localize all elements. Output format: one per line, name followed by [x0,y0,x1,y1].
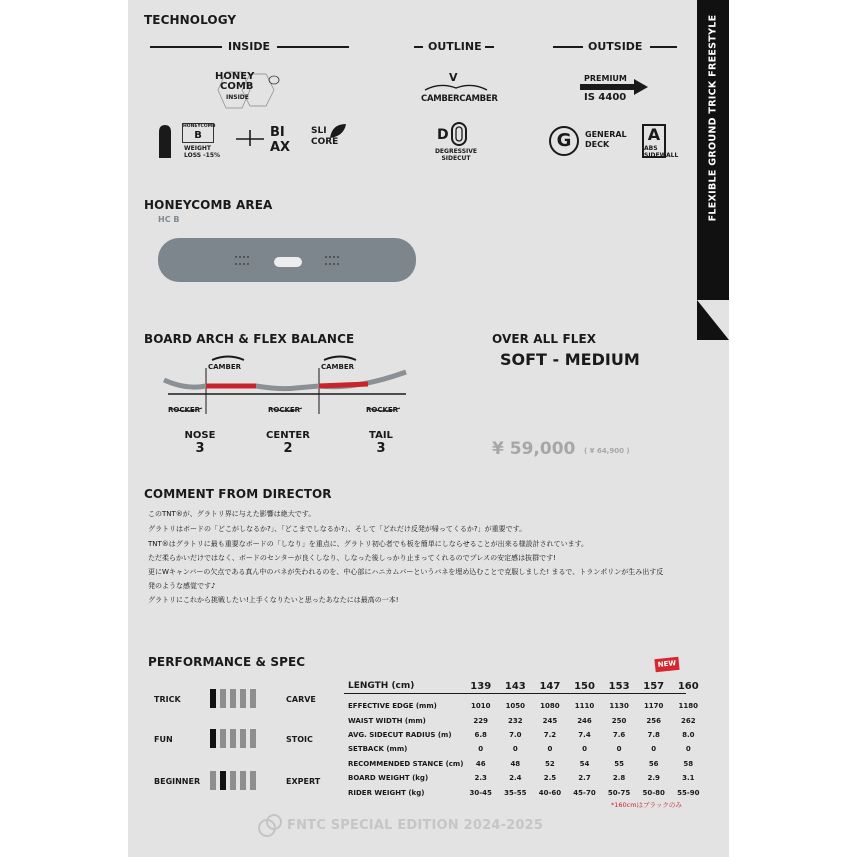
perf-bar [240,729,246,748]
honeycomb-logo: HONEY COMB INSIDE [212,68,284,114]
sli-core-label: SLI CORE [311,126,339,147]
perf-bar [250,689,256,708]
rocker-label-center: ROCKER [268,406,301,414]
perf-left-label: FUN [154,735,173,744]
technology-title: TECHNOLOGY [144,13,237,27]
perf-bar [210,771,216,790]
honeycomb-area-title: HONEYCOMB AREA [144,198,273,212]
comment-line: 発のような感覚です♪ [148,582,216,590]
camber-label-left: CAMBER [208,363,242,371]
comment-title: COMMENT FROM DIRECTOR [144,487,332,501]
overall-flex-title: OVER ALL FLEX [492,332,597,346]
perf-right-label: CARVE [286,695,316,704]
comment-line: TNT®はグラトリに最も重要なボードの「しなり」を重点に、グラトリ初心者でも板を簡単にしならせることが出来る様設計されています。 [148,540,589,548]
perf-scale-fun-stoic [210,729,256,748]
hcb-box: HONEYCOMB B [183,124,216,141]
weight-loss-label: WEIGHT LOSS -15% [184,145,221,159]
abs-sidewall-icon: A [642,124,666,158]
camber-label-right: CAMBER [321,363,355,371]
outside-heading: OUTSIDE [588,40,643,53]
degressive-label: DEGRESSIVE SIDECUT [434,148,478,162]
fntc-logo-icon [257,813,283,839]
rocker-label-nose: ROCKER [168,406,201,414]
spec-row: RECOMMENDED STANCE (cm) 46 48 52 54 55 56 58 [348,759,694,768]
spec-row: RIDER WEIGHT (kg) 30-45 35-55 40-60 45-70 50-75 50-80 55-90 [348,788,700,797]
spec-row: EFFECTIVE EDGE (mm) 1010 1050 1080 1110 1130 1170 1180 [348,702,699,711]
spec-header-label: LENGTH (cm) [348,681,415,691]
perf-scale-beginner-expert [210,771,256,790]
perf-left-label: TRICK [154,695,181,704]
biax-label: BI AX [270,125,291,155]
perf-bar [210,729,216,748]
board-shape-icon [156,124,174,158]
rocker-label-tail: ROCKER [366,406,399,414]
spec-note: *160cmはブラックのみ [611,801,682,809]
bee-icon [269,76,279,84]
perf-right-label: EXPERT [286,777,321,786]
spec-row: AVG. SIDECUT RADIUS (m) 6.8 7.0 7.2 7.4 7.6 7.8 8.0 [348,730,695,739]
perf-left-label: BEGINNER [154,777,201,786]
perf-bar [210,689,216,708]
perf-bar [220,729,226,748]
perf-bar [230,729,236,748]
comment-line: グラトリにこれから挑戦したい!上手くなりたいと思ったあなたには最高の一本! [148,596,399,604]
camber-v-label: V [449,71,458,84]
perf-bar [250,729,256,748]
comment-line: ただ柔らかいだけではなく、ボードのセンターが良くしなり、しなった後しっかり止まってくれるのでプレスの安定感は抜群です! [148,554,556,562]
comment-line: 更にWキャンバーの欠点である真ん中のバネが失われるのを、中心部にハニカムバーというバネを埋め込むことで克服しました! まるで、トランポリンが生み出す反 [148,568,664,576]
perf-bar [230,689,236,708]
flex-zone-nose: NOSE 3 [184,430,216,456]
spec-row: SETBACK (mm) 0 0 0 0 0 0 0 [348,745,691,754]
new-badge: NEW [654,657,679,672]
inside-heading: INSIDE [228,40,270,53]
price-tax: ( ¥ 64,900 ) [584,447,630,455]
overall-flex-value: SOFT - MEDIUM [500,350,640,369]
perf-bar [250,771,256,790]
camber-camber-label: CAMBERCAMBER [421,94,498,104]
perf-bar [240,771,246,790]
spec-row: WAIST WIDTH (mm) 229 232 245 246 250 256 262 [348,716,696,725]
spec-table [348,678,706,800]
price-main: ¥ 59,000 [492,439,576,459]
degressive-sidecut-icon [436,121,472,147]
perf-right-label: STOIC [286,735,313,744]
comment-line: このTNT®が、グラトリ界に与えた影響は絶大です。 [148,510,316,518]
perf-bar [240,689,246,708]
sidebar-text: FLEXIBLE GROUND TRICK FREESTYLE [707,14,719,222]
flex-zone-center: CENTER 2 [266,430,310,456]
spec-divider [344,693,686,694]
biax-icon [236,130,266,146]
board-topview-icon [158,238,416,282]
perf-bar [230,771,236,790]
performance-title: PERFORMANCE & SPEC [148,655,306,669]
general-deck-icon: G [549,126,579,156]
camber-profile-icon [424,82,488,92]
board-arch-title: BOARD ARCH & FLEX BALANCE [144,332,355,346]
perf-bar [220,689,226,708]
general-deck-label: GENERAL DECK [585,130,627,149]
spec-header-row: LENGTH (cm) 139 143 147 150 153 157 160 [348,678,706,694]
flex-zone-tail: TAIL 3 [369,430,393,456]
outline-heading: OUTLINE [428,40,482,53]
perf-scale-trick-carve [210,689,256,708]
comment-line: グラトリはボードの「どこがしなるか?」、「どこまでしなるか?」、そして「どれだけ反発が帰ってくるか?」が重要です。 [148,525,527,533]
perf-bar [220,771,226,790]
honeycomb-area-sub: HC B [158,215,180,224]
sidebar-tip [697,300,729,340]
spec-row: BOARD WEIGHT (kg) 2.3 2.4 2.5 2.7 2.8 2.9 3.1 [348,774,695,783]
svg-text:D: D [437,127,449,143]
board-arch-diagram [156,350,418,426]
footer-edition-text: FNTC SPECIAL EDITION 2024-2025 [287,818,544,833]
abs-sidewall-label: ABS SIDEWALL [644,145,679,159]
